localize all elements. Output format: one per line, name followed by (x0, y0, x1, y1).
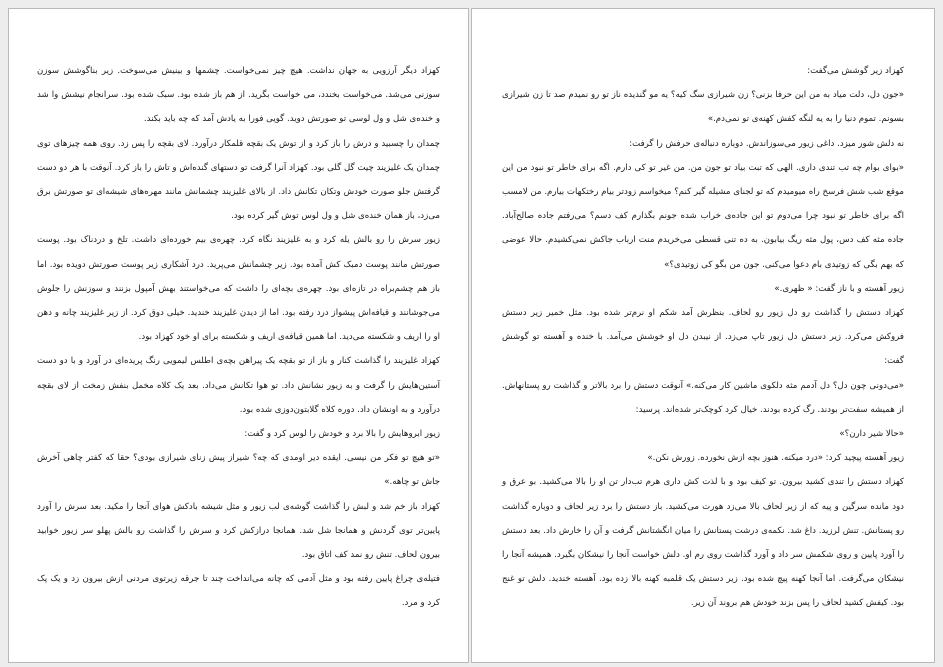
paragraph: کهزاد دستش را تندی کشید بیرون. تو کیف بود و با لذت کش داری هرم تب‌دار تن او را بالا می‌کشید. بو عرق و دود مانده سرگین و پیه که از زیر لحاف بالا می‌زد هورت می‌کشید. باز دستش را برد زیر لحاف و دوباره گذاشت رو پستانش. تنش لرزید. داغ شد. نکمه‌ی درشت پستانش را میان انگشتانش گرفت و آن را خارش داد. بعد دستش را آورد پایین و روی شکمش سر داد و آورد گذاشت روی رم او. دلش خواست آنجا را نیشکان بگیرد. همیشه آنجا را نیشکان می‌گرفت. اما آنجا کهنه پیچ شده بود. زیر دستش یک قلمبه کهنه بالا زده بود. آهسته خندید. دلش تو غنج بود. کیفش کشید لحاف را پس بزند خودش هم بروند آن زیر. (502, 477, 904, 609)
paragraph: کهزاد باز خم شد و لبش را گذاشت گوشه‌ی لب زیور و مثل شیشه بادکش هوای آنجا را مکید. بعد سرش را آورد پایین‌تر توی گردنش و همانجا شل شد. همانجا درازکش کرد و سرش را گذاشت رو بالش پهلو سر زیور خوابید بیرون لحاف. تنش رو نمد کف اتاق بود. (37, 501, 440, 561)
paragraph: زیور آهسته پیچید کرد: «درد میکنه. هنوز بچه ازش نخورده. زورش نکن.» (647, 453, 904, 464)
paragraph: زیور آهسته و با ناز گفت: « ظهری.» (774, 283, 904, 294)
page-left (8, 8, 469, 663)
paragraph: زیور سرش را رو بالش یله کرد و به غلیزیند نگاه کرد. چهره‌ی بیم خورده‌ای داشت. تلخ و دردناک بود. پوست صورتش مانند پوست دمبک کش آمده بود. زیر چشمانش می‌پرید. درد آشکاری زیر پوست صورتش دویده بود. اما باز هم چشم‌براه در تازه‌ای بود. چهره‌ی بچه‌ای را داشت که می‌خواستند بهش آمپول بزنند و سوزنش را جلوش می‌جوشانند و قیافه‌اش پیشواز درد رفته بود. اما از دیدن غلیزیند خندید. خیلی دوق کرد. از زیر غلیزیند چانه و دهن او را اریف و شکسته می‌دید. اما همین قیافه‌ی اریف و شکسته برای او خود کهزاد بود. (37, 235, 440, 343)
paragraph: زیور ابروهایش را بالا برد و خودش را لوس کرد و گفت: (244, 429, 440, 440)
paragraph: فتیله‌ی چراغ پایین رفته بود و مثل آدمی که چانه می‌انداخت چند تا جرقه زیرتوی مردنی ازش بیرون زد و یک پک کرد و مرد. (37, 574, 440, 609)
paragraph: کهزاد دستش را گذاشت رو دل زیور رو لحاف. بنظرش آمد شکم او نرم‌تر شده بود. مثل خمیر زیر دستش فروکش می‌کرد. زیر دستش دل زیور تاپ می‌زد. از نیبدن دل او خوشش می‌آمد. با خنده و آهسته تو گوشش گفت: (502, 308, 904, 367)
page-left-text (37, 59, 440, 616)
paragraph: چمدان را چسبید و درش را باز کرد و از توش یک بقچه قلمکار درآورد. لای بقچه را پس زد. روی همه چیزهای توی چمدان یک غلیزیند چیت گل گلی بود. کهزاد آنرا گرفت تو دستهای گنده‌اش و تاش را باز کرد. آنوقت با هر دو دست گرفتش جلو صورت خودش وتکان تکانش داد. از بالای غلیزیند چشمانش مانند مهره‌های شیشه‌ای تو صورتش برق می‌زد، باز همان خنده‌ی شل و ول لوس توش گیر کرده بود. (37, 138, 440, 222)
paragraph: «حالا شیر دارن؟» (839, 429, 904, 440)
page-right-text (502, 59, 904, 616)
paragraph: کهزاد غلیزیند را گذاشت کنار و باز از تو بقچه یک پیراهن بچه‌ی اطلس لیمویی رنگ پریده‌ای در آورد و با دو دست آستین‌هایش را گرفت و به زیور نشانش داد. تو هوا تکانش می‌داد. بعد یک کلاه مخمل بنفش زمخت از لای بقچه درآورد و به اونشان داد. دوره کلاه گلابتون‌دوزی شده بود. (37, 356, 440, 415)
paragraph: «جون دل، دلت میاد به من این حرفا بزنی؟ زن شیرازی سگ کیه؟ یه مو گندیده ناز تو رو نمیدم صد تا زن شیرازی بسونم. تموم دنیا را به یه لنگه کفش کهنه‌ی تو نمی‌دم.» (502, 90, 904, 125)
page-right (471, 8, 935, 663)
paragraph: «تو هیچ تو فکر من نیسی. ایقده دیر اومدی که چه؟ شیراز پیش زنای شیرازی بودی؟ حقا که کفتر چاهی آخرش جاش تو چاهه.» (37, 453, 440, 488)
paragraph: «بوای بوام چه تب تندی داری. الهی که تبت بیاد تو جون من. من غیر تو کی دارم. اگه برای خاطر تو نبود من این موقع شب شش فرسخ راه میومیدم که تو لجنای مشیله گیر کنم؟ میخواسم زودتر بیام رختکهات بیارم. من لامسب اگه برای خاطر تو نبود چرا می‌دوم تو این جاده‌ی خراب شده جونم بگذارم کف دسم؟ می‌رفتم جاده صالح‌آباد. جاده مثه کف دس، پول مثه ریگ بیابون. به ده تنی قسطی می‌خریدم منت ارباب جاکش نمی‌کشیدم. حالا عوضی که بهم بگی که زوتیدی بام دعوا می‌کنی. جون من بگو کی زوتیدی؟» (502, 162, 904, 270)
paragraph: «می‌دونی چون دل؟ دل آدمم مثه دلکوی ماشین کار می‌کنه.» آنوقت دستش را برد بالاتر و گذاشت رو پستانهاش. از همیشه سفت‌تر بودند. رگ کرده بودند. خیال کرد کوچک‌تر شده‌اند. پرسید: (502, 380, 904, 415)
paragraph: کهزاد دیگر آرزویی به جهان نداشت. هیچ چیز نمی‌خواست. چشمها و بینیش می‌سوخت. زیر بناگوشش سوزن سوزنی می‌شد. می‌خواست بخندد، می خواست بگرید. از هم باز شده بود. سبک شده بود. سرانجام نیشش وا شد و خنده‌ی شل و ول لوسی تو صورتش دوید. گویی فورا به یادش آمد که چه باید بکند. (37, 66, 440, 125)
paragraph: نه دلش شور میزد. داغی زیور می‌سوزاندش. دوباره دنباله‌ی حرفش را گرفت: (629, 138, 904, 149)
paragraph: کهزاد زیر گوشش می‌گفت: (807, 66, 904, 76)
